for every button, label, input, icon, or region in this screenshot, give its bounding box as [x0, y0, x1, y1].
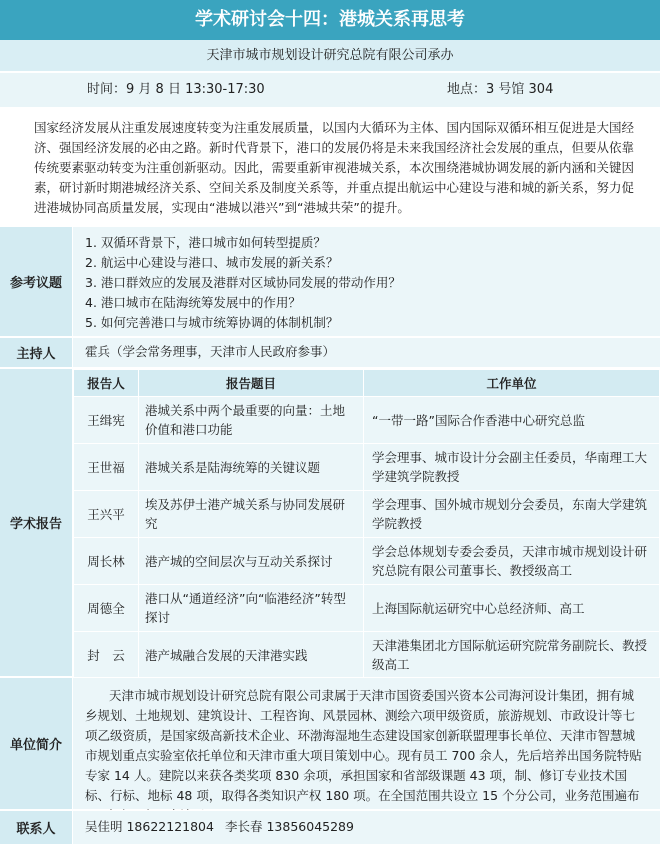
- contact-person-1: 吴佳明 18622121804: [85, 819, 214, 834]
- speaker-organization: 学会理事、城市设计分会副主任委员，华南理工大学建筑学院教授: [364, 444, 660, 491]
- contact-content: [73, 811, 660, 844]
- speaker-organization: “一带一路”国际合作香港中心研究总监: [364, 397, 660, 444]
- topic-item: 2. 航运中心建设与港口、城市发展的新关系？: [85, 255, 339, 270]
- reports-section: [0, 368, 660, 676]
- speaker-name: 王缉宪: [74, 397, 139, 444]
- table-row: [74, 444, 660, 491]
- report-topic: 港口从“通道经济”向“临港经济”转型探讨: [139, 585, 364, 632]
- column-header-speaker: 报告人: [74, 370, 139, 397]
- reports-label: 学术报告: [0, 369, 72, 676]
- report-topic: 港城关系是陆海统筹的关键议题: [139, 444, 364, 491]
- moderator-label: 主持人: [0, 338, 72, 367]
- column-header-organization: 工作单位: [364, 370, 660, 397]
- column-header-topic: 报告题目: [139, 370, 364, 397]
- speaker-organization: 学会总体规划专委会委员，天津市城市规划设计研究总院有限公司董事长、教授级高工: [364, 538, 660, 585]
- topic-item: 4. 港口城市在陆海统筹发展中的作用？: [85, 295, 301, 310]
- speaker-name: 王世福: [74, 444, 139, 491]
- reports-content: [73, 369, 660, 676]
- speaker-organization: 上海国际航运研究中心总经济师、高工: [364, 585, 660, 632]
- topics-section: [0, 226, 660, 336]
- speaker-organization: 学会理事、国外城市规划分会委员，东南大学建筑学院教授: [364, 491, 660, 538]
- topic-item: 3. 港口群效应的发展及港群对区域协同发展的带动作用？: [85, 275, 401, 290]
- report-topic: 港城关系中两个最重要的向量：土地价值和港口功能: [139, 397, 364, 444]
- unit-label: 单位简介: [0, 678, 72, 809]
- table-row: [74, 491, 660, 538]
- table-row: [74, 397, 660, 444]
- table-row: [74, 632, 660, 679]
- host-organization: 天津市城市规划设计研究总院有限公司承办: [0, 40, 660, 72]
- moderator-section: [0, 337, 660, 367]
- report-topic: 港产城融合发展的天津港实践: [139, 632, 364, 679]
- speaker-organization: 天津港集团北方国际航运研究院常务副院长、教授级高工: [364, 632, 660, 679]
- table-row: [74, 585, 660, 632]
- topic-item: 1. 双循环背景下，港口城市如何转型提质？: [85, 235, 326, 250]
- table-row: [74, 538, 660, 585]
- info-bar: [0, 73, 660, 107]
- speaker-name: 王兴平: [74, 491, 139, 538]
- topic-item: 5. 如何完善港口与城市统筹协调的体制机制？: [85, 315, 339, 330]
- speaker-name: 封 云: [74, 632, 139, 679]
- event-place: 地点：3 号馆 304: [447, 82, 554, 97]
- reports-table: [73, 369, 660, 679]
- moderator-value: 霍兵（学会常务理事，天津市人民政府参事）: [73, 338, 660, 367]
- unit-section: [0, 677, 660, 809]
- topics-content: [73, 227, 660, 336]
- report-topic: 埃及苏伊士港产城关系与协同发展研究: [139, 491, 364, 538]
- report-topic: 港产城的空间层次与互动关系探讨: [139, 538, 364, 585]
- unit-description: 天津市城市规划设计研究总院有限公司隶属于天津市国资委国兴资本公司海河设计集团，拥有城乡规划、土地规划、建筑设计、工程咨询、风景园林、测绘六项甲级资质，旅游规划、市政设计等七项乙级资质，是国家级高新技术企业、环渤海湿地生态建设国家创新联盟理事长单位、天津市智慧城市规划重点实验室依托单位和天津市重大项目策划中心。现有员工 700 余人，先后培养出国务院特贴专家 14 人。建院以来获各类奖项 830 余项，承担国家和省部级课题 43 项，制、修订专业技术国标、行标、地标 48 项，取得各类知识产权 180 项。在全国范围共设立 15 个分公司，业务范围遍布: [73, 678, 660, 809]
- contact-section: [0, 810, 660, 844]
- contact-person-2: 李长春 13856045289: [225, 819, 354, 834]
- topics-label: 参考议题: [0, 227, 72, 336]
- speaker-name: 周德全: [74, 585, 139, 632]
- contact-label: 联系人: [0, 811, 72, 844]
- page-title: 学术研讨会十四：港城关系再思考: [0, 0, 660, 40]
- event-time: 时间：9 月 8 日 13:30-17:30: [87, 82, 265, 97]
- speaker-name: 周长林: [74, 538, 139, 585]
- intro-paragraph: 国家经济发展从注重发展速度转变为注重发展质量，以国内大循环为主体、国内国际双循环相互促进是大国经济、强国经济发展的必由之路。新时代背景下，港口的发展仍将是未来我国经济社会发展的重点，但要从依靠传统要素驱动转变为注重创新驱动。因此，需要重新审视港城关系，本次围绕港城协调发展的新内涵和关键因素，研讨新时期港城经济关系、空间关系及制度关系等，并重点提出航运中心建设与港和城的新关系，努力促进港城协同高质量发展，实现由“港城以港兴”到“港城共荣”的提升。: [0, 108, 660, 225]
